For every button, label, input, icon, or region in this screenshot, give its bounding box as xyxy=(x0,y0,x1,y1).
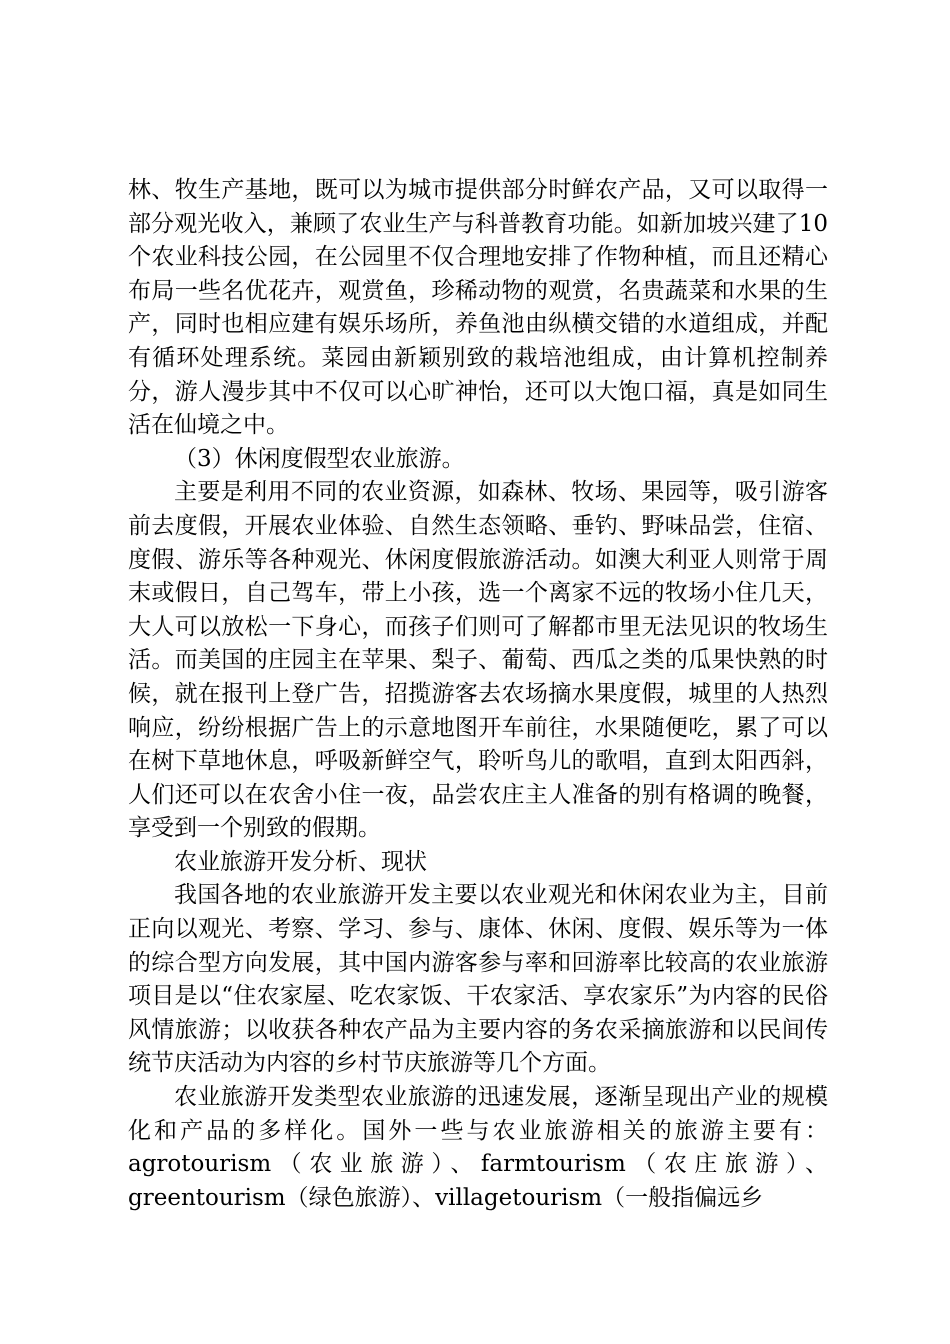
section-heading-development-analysis: 农业旅游开发分析、现状 xyxy=(174,848,427,875)
body-paragraph-1: 林、牧生产基地，既可以为城市提供部分时鲜农产品，又可以取得一部分观光收入，兼顾了农业生产与科普教育功能。如新加坡兴建了10个农业科技公园，在公园里不仅合理地安排了作物种植，而且还精心布局一些名优花卉，观赏鱼，珍稀动物的观赏，名贵蔬菜和水果的生产，同时也相应建有娱乐场所，养鱼池由纵横交错的水道组成，并配有循环处理系统。菜园由新颖别致的栽培池组成，由计算机控制养分，游人漫步其中不仅可以心旷神怡，还可以大饱口福，真是如同生活在仙境之中。 xyxy=(128,177,828,439)
body-paragraph-4: 农业旅游开发类型农业旅游的迅速发展，逐渐呈现出产业的规模化和产品的多样化。国外一些与农业旅游相关的旅游主要有：agrotourism（农业旅游）、farmtourism（农庄旅游）、greentourism（绿色旅游）、villagetourism（一般指偏远乡 xyxy=(128,1084,828,1211)
document-body xyxy=(128,174,828,1215)
section-heading-leisure-vacation: （3）休闲度假型农业旅游。 xyxy=(174,445,465,472)
body-paragraph-2: 主要是利用不同的农业资源，如森林、牧场、果园等，吸引游客前去度假，开展农业体验、自然生态领略、垂钓、野味品尝，住宿、度假、游乐等各种观光、休闲度假旅游活动。如澳大利亚人则常于周末或假日，自己驾车，带上小孩，选一个离家不远的牧场小住几天，大人可以放松一下身心，而孩子们则可了解都市里无法见识的牧场生活。而美国的庄园主在苹果、梨子、葡萄、西瓜之类的瓜果快熟的时候，就在报刊上登广告，招揽游客去农场摘水果度假，城里的人热烈响应，纷纷根据广告上的示意地图开车前往，水果随便吃，累了可以在树下草地休息，呼吸新鲜空气，聆听鸟儿的歌唱，直到太阳西斜，人们还可以在农舍小住一夜，品尝农庄主人准备的别有格调的晚餐，享受到一个别致的假期。 xyxy=(128,479,828,842)
body-paragraph-3: 我国各地的农业旅游开发主要以农业观光和休闲农业为主，目前正向以观光、考察、学习、参与、康体、休闲、度假、娱乐等为一体的综合型方向发展，其中国内游客参与率和回游率比较高的农业旅游项目是以“住农家屋、吃农家饭、干农家活、享农家乐”为内容的民俗风情旅游；以收获各种农产品为主要内容的务农采摘旅游和以民间传统节庆活动为内容的乡村节庆旅游等几个方面。 xyxy=(128,882,828,1077)
